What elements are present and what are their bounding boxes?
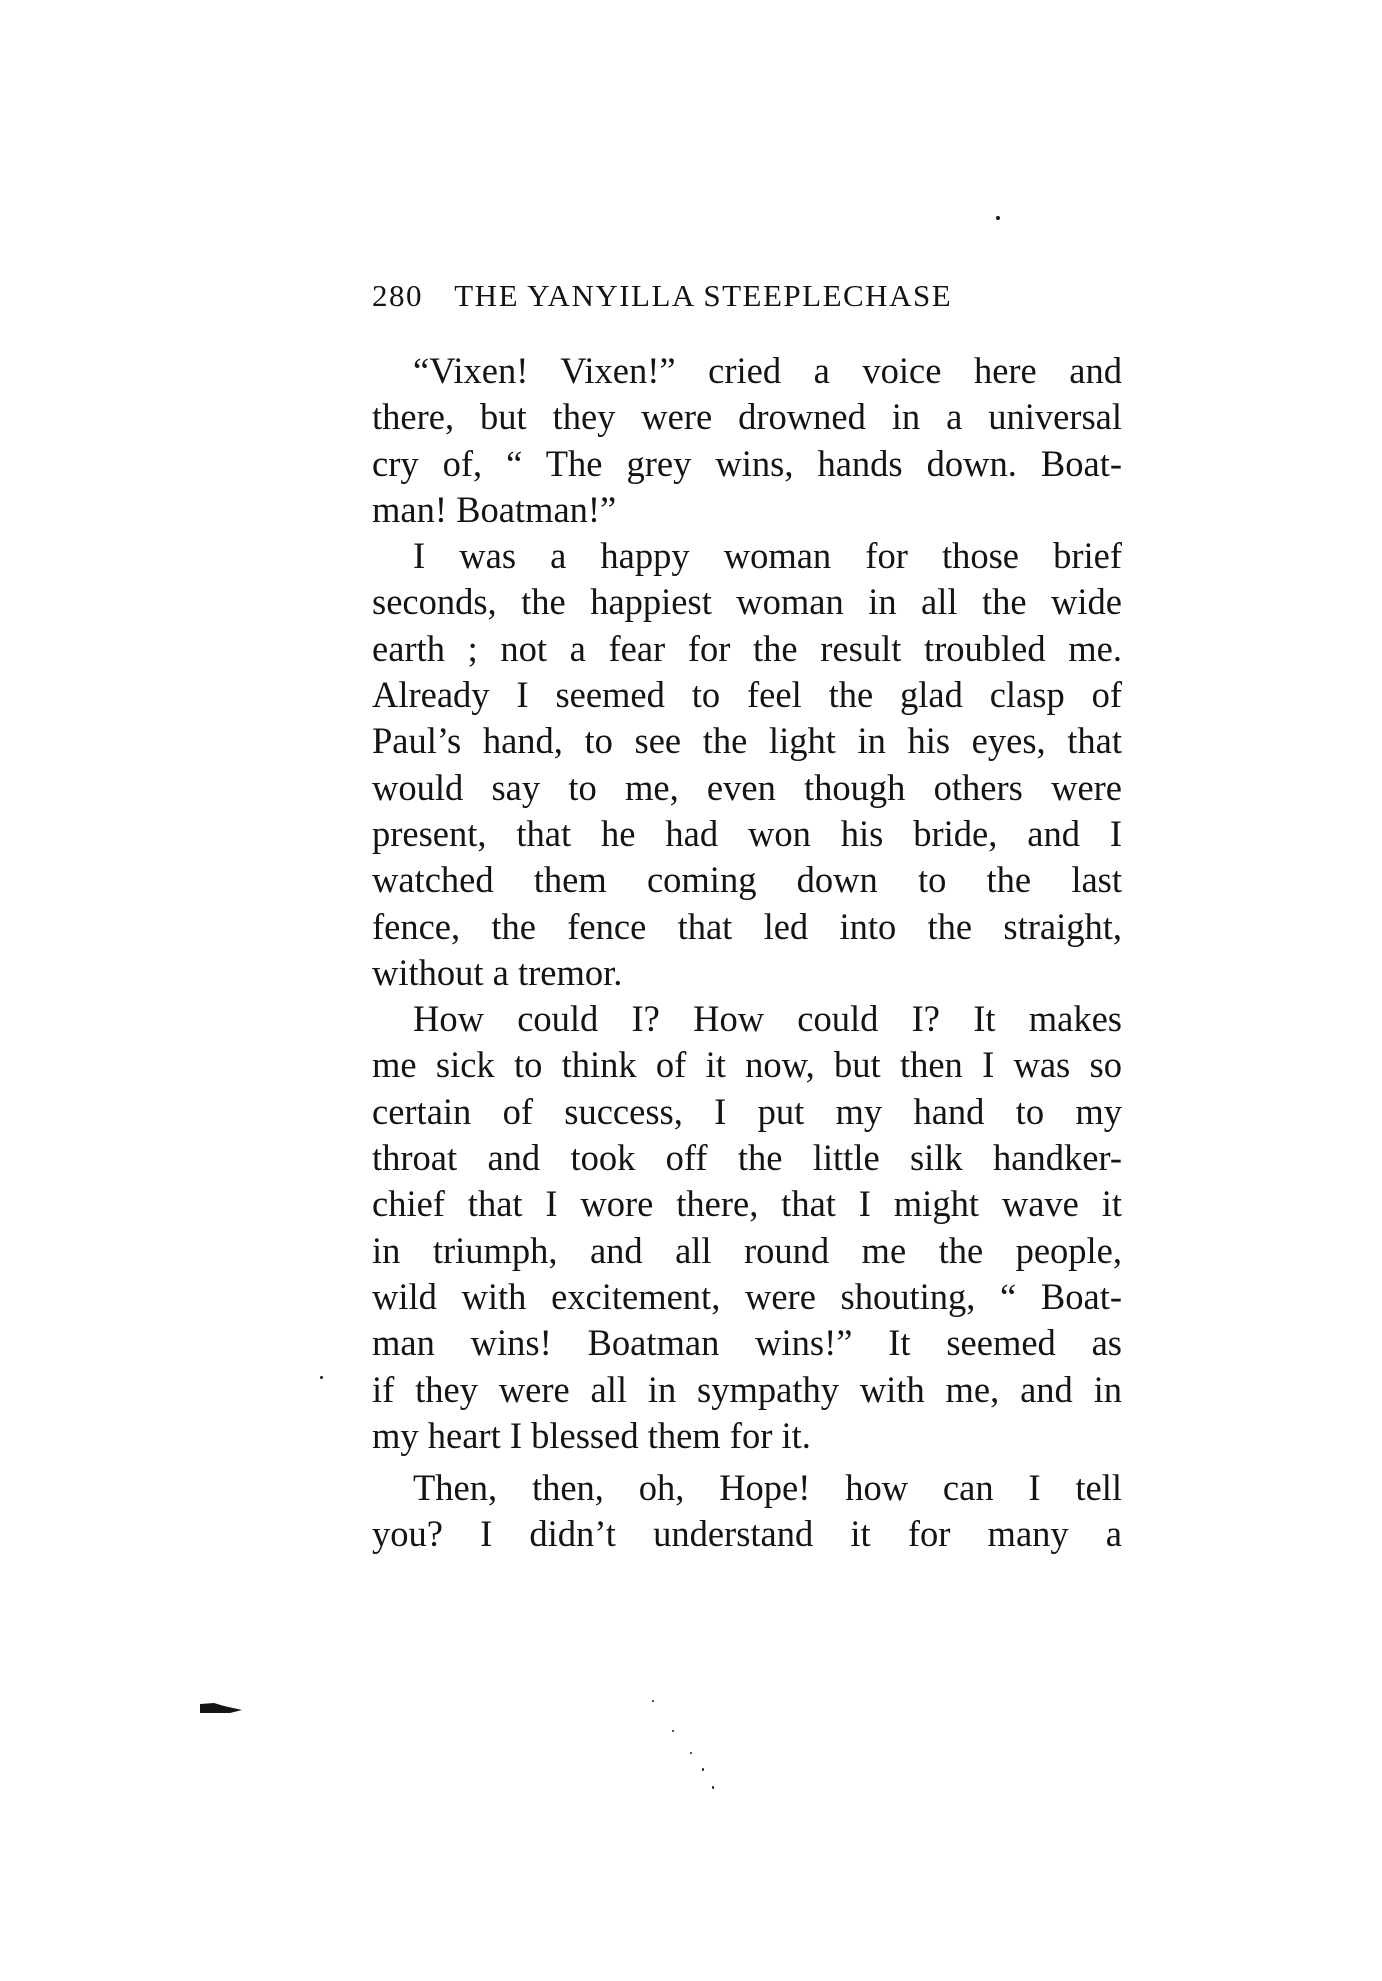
- text-line: wild with excitement, were shouting, “ Boat-: [372, 1275, 1122, 1317]
- text-line: chief that I wore there, that I might wave it: [372, 1183, 1122, 1225]
- scan-speck: [712, 1786, 714, 1789]
- text-line: man! Boatman!”: [372, 488, 617, 530]
- text-line: cry of, “ The grey wins, hands down. Boat-: [372, 442, 1122, 484]
- scan-speck: [320, 1376, 323, 1379]
- scan-speck: [690, 1752, 692, 1754]
- text-line: “Vixen! Vixen!” cried a voice here and: [413, 350, 1122, 391]
- page-number: 280: [372, 278, 423, 313]
- text-line: there, but they were drowned in a universal: [372, 396, 1122, 438]
- text-line: would say to me, even though others were: [372, 766, 1122, 808]
- text-line: me sick to think of it now, but then I was so: [372, 1044, 1122, 1086]
- text-line: you? I didn’t understand it for many a: [372, 1513, 1122, 1555]
- scan-speck: [672, 1730, 674, 1732]
- paragraph: [372, 1465, 1122, 1558]
- paragraph: [372, 996, 1122, 1459]
- text-line: How could I? How could I? It makes: [413, 998, 1122, 1040]
- text-line: man wins! Boatman wins!” It seemed as: [372, 1322, 1122, 1364]
- text-line: Paul’s hand, to see the light in his eyes, that: [372, 720, 1122, 762]
- scan-speck: [702, 1768, 704, 1771]
- text-line: seconds, the happiest woman in all the wide: [372, 581, 1122, 623]
- text-line: watched them coming down to the last: [372, 859, 1122, 901]
- text-line: present, that he had won his bride, and I: [372, 812, 1122, 854]
- text-line: I was a happy woman for those brief: [413, 535, 1122, 577]
- body-text: [372, 348, 1122, 1558]
- paragraph: [372, 348, 1122, 533]
- text-line: Already I seemed to feel the glad clasp of: [372, 674, 1122, 716]
- text-line: Then, then, oh, Hope! how can I tell: [413, 1467, 1122, 1509]
- text-line: certain of success, I put my hand to my: [372, 1090, 1122, 1132]
- running-header: [372, 278, 1122, 314]
- text-line: throat and took off the little silk handker-: [372, 1137, 1122, 1179]
- text-line: if they were all in sympathy with me, and in: [372, 1368, 1122, 1410]
- running-title: THE YANYILLA STEEPLECHASE: [454, 278, 953, 313]
- scan-speck: [996, 216, 1000, 220]
- text-line: without a tremor.: [372, 951, 623, 993]
- scan-speck: [652, 1700, 654, 1702]
- text-line: my heart I blessed them for it.: [372, 1414, 811, 1456]
- scan-corner-mark: [200, 1703, 242, 1713]
- text-line: in triumph, and all round me the people,: [372, 1229, 1122, 1271]
- paragraph: [372, 533, 1122, 996]
- text-line: earth ; not a fear for the result troubled me.: [372, 627, 1122, 669]
- text-line: fence, the fence that led into the straight,: [372, 905, 1122, 947]
